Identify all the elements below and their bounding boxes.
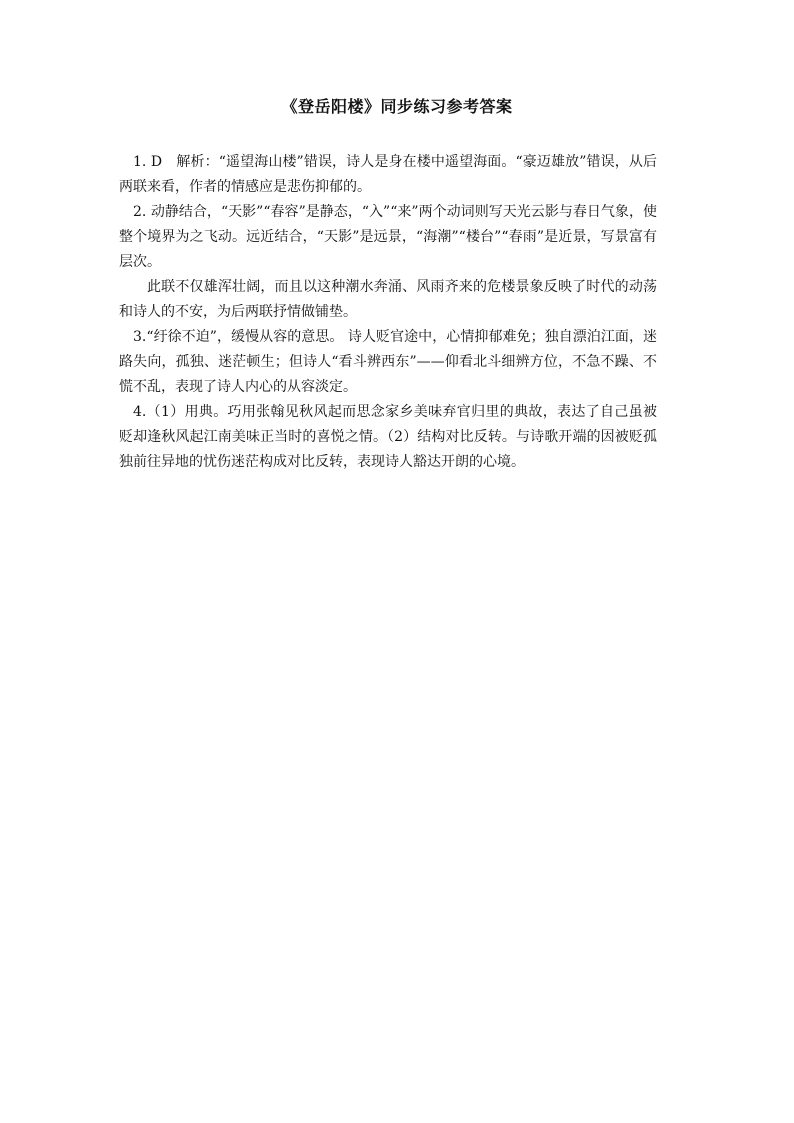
- answer-paragraph-4: 4.（1）用典。巧用张翰见秋风起而思念家乡美味弃官归里的典故，表达了自己虽被贬却逢秋风起江南美味正当时的喜悦之情。（2）结构对比反转。与诗歌开端的因被贬孤独前往异地的忧伤迷茫构成对比反转，表现诗人豁达开朗的心境。: [119, 404, 657, 470]
- answer-paragraph-2-continued: 此联不仅雄浑壮阔，而且以这种潮水奔涌、风雨齐来的危楼景象反映了时代的动荡和诗人的不安，为后两联抒情做铺垫。: [119, 279, 657, 320]
- answer-body: [119, 150, 657, 475]
- answer-paragraph-1: 1. D 解析：“遥望海山楼”错误，诗人是身在楼中遥望海面。“豪迈雄放”错误，从后两联来看，作者的情感应是悲伤抑郁的。: [119, 154, 657, 195]
- document-title: 《登岳阳楼》同步练习参考答案: [281, 97, 513, 116]
- answer-paragraph-3: 3.“纡徐不迫”，缓慢从容的意思。 诗人贬官途中，心情抑郁难免；独自漂泊江面，迷路失向，孤独、迷茫顿生；但诗人“看斗辨西东”——仰看北斗细辨方位，不急不躁、不慌不乱，表现了诗人内心的从容淡定。: [119, 329, 657, 395]
- answer-paragraph-2: 2. 动静结合，“天影”“春容”是静态，“入”“来”两个动词则写天光云影与春日气象，使整个境界为之飞动。远近结合，“天影”是远景，“海潮”“楼台”“春雨”是近景，写景富有层次。: [119, 204, 657, 270]
